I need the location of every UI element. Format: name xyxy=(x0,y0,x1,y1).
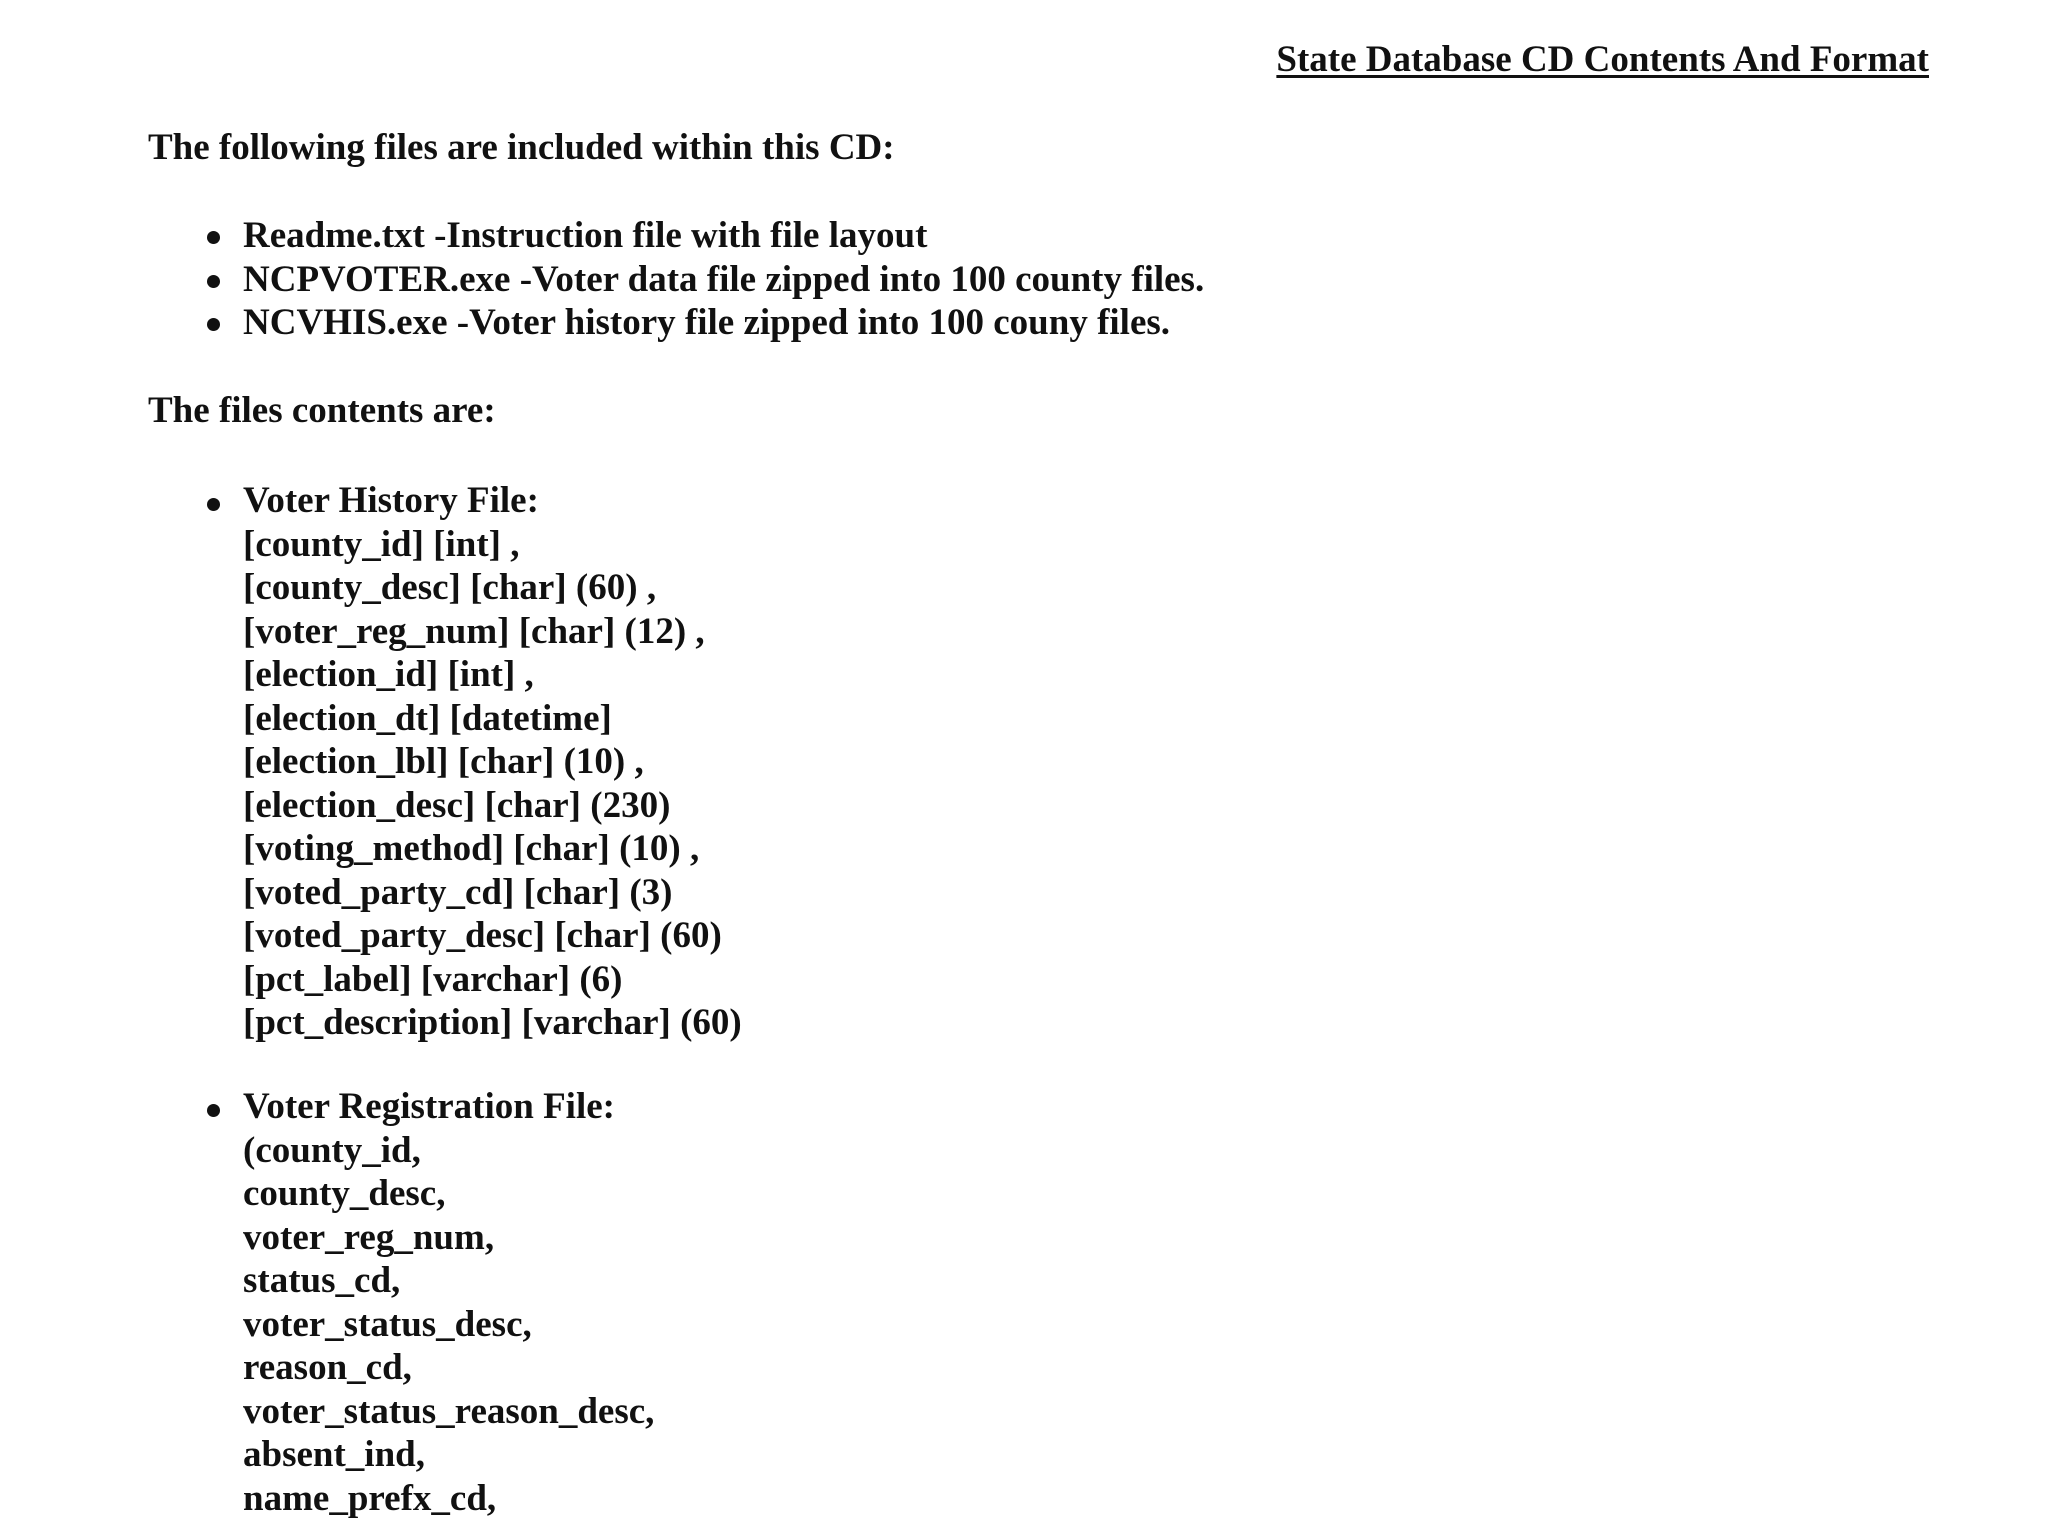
field-line: voter_status_desc, xyxy=(243,1303,532,1345)
intro-text: The following files are included within this CD: xyxy=(148,127,895,168)
field-line: voter_status_reason_desc, xyxy=(243,1390,655,1432)
bullet-icon xyxy=(207,275,220,288)
voter-history-item xyxy=(0,479,742,1045)
list-item xyxy=(0,212,1204,256)
field-line: [voter_reg_num] [char] (12) , xyxy=(243,610,705,652)
list-item-text: NCVHIS.exe -Voter history file zipped into 100 couny files. xyxy=(243,302,1171,343)
field-line: [election_dt] [datetime] xyxy=(243,697,612,739)
page-title: State Database CD Contents And Format xyxy=(1276,39,1929,80)
bullet-icon xyxy=(207,231,220,244)
bullet-icon xyxy=(207,318,220,331)
field-line: status_cd, xyxy=(243,1260,401,1301)
field-line: (county_id, xyxy=(243,1129,421,1171)
field-line: county_desc, xyxy=(243,1173,446,1214)
field-line: absent_ind, xyxy=(243,1434,425,1475)
bullet-icon xyxy=(207,498,220,511)
voter-registration-item xyxy=(0,1085,654,1520)
list-item xyxy=(0,256,1204,300)
field-line: [election_lbl] [char] (10) , xyxy=(243,741,644,782)
contents-heading: The files contents are: xyxy=(148,390,496,431)
field-line: [voting_method] [char] (10) , xyxy=(243,828,700,869)
field-line: [pct_description] [varchar] (60) xyxy=(243,1002,742,1043)
list-item-text: NCPVOTER.exe -Voter data file zipped into 100 county files. xyxy=(243,258,1205,300)
list-item xyxy=(0,299,1204,343)
bullet-icon xyxy=(207,1104,220,1117)
voter-history-title: Voter History File: xyxy=(243,480,539,521)
field-line: [election_id] [int] , xyxy=(243,654,534,695)
voter-history-section xyxy=(0,479,742,1045)
field-line: [election_desc] [char] (230) xyxy=(243,784,671,826)
field-line: reason_cd, xyxy=(243,1347,412,1388)
field-line: [county_id] [int] , xyxy=(243,523,520,565)
voter-registration-section xyxy=(0,1085,654,1520)
list-item-text: Readme.txt -Instruction file with file layout xyxy=(243,215,928,256)
field-line: voter_reg_num, xyxy=(243,1216,495,1258)
voter-registration-title: Voter Registration File: xyxy=(243,1086,615,1127)
field-line: [pct_label] [varchar] (6) xyxy=(243,958,623,1000)
field-line: [voted_party_desc] [char] (60) xyxy=(243,915,722,956)
field-line: [voted_party_cd] [char] (3) xyxy=(243,871,673,913)
field-line: name_prefx_cd, xyxy=(243,1477,497,1519)
included-files-list xyxy=(0,212,1204,343)
field-line: [county_desc] [char] (60) , xyxy=(243,567,657,608)
